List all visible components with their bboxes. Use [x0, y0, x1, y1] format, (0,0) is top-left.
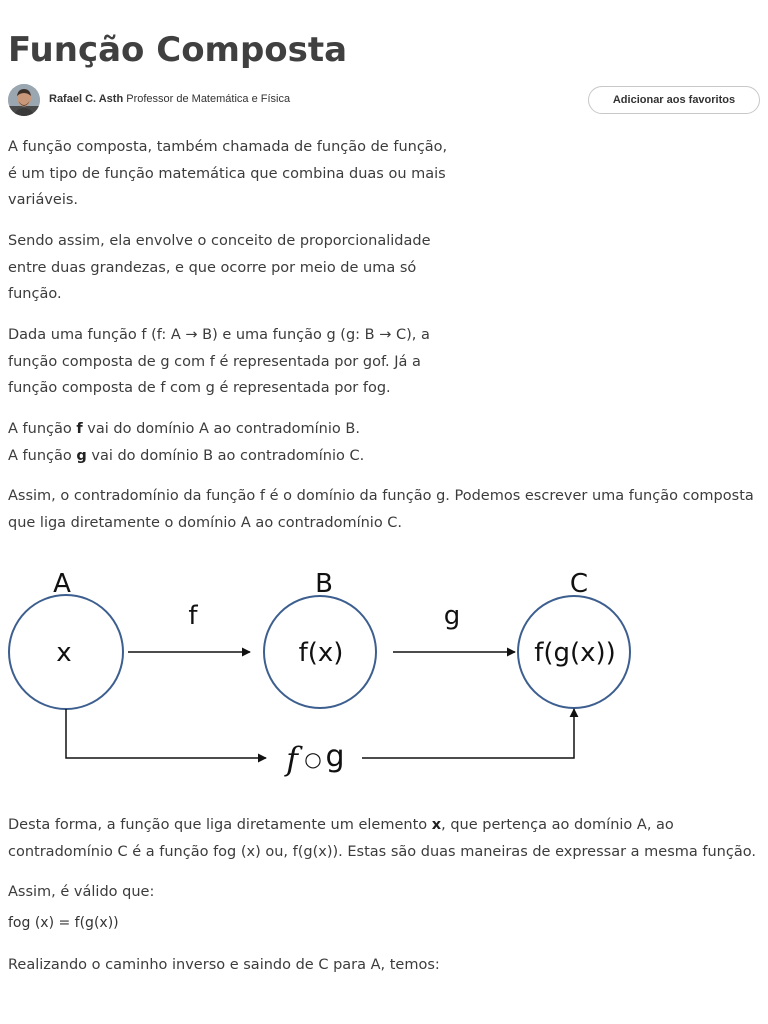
- text: A função: [8, 447, 77, 464]
- text: A função: [8, 421, 77, 437]
- composite-label-g: g: [325, 739, 345, 774]
- bold-f: f: [76, 421, 83, 437]
- paragraph-inverse: Realizando o caminho inverso e saindo de C para A, temos:: [8, 957, 440, 973]
- text: Desta forma, a função que liga diretamente um elemento: [8, 817, 432, 833]
- paragraph-definition: A função composta, também chamada de função de função, é um tipo de função matemática que combina duas ou mais variáveis.: [8, 139, 448, 208]
- line-function-f: [8, 416, 768, 443]
- page-title: Função Composta: [8, 30, 348, 70]
- paragraph-proportionality: Sendo assim, ela envolve o conceito de proporcionalidade entre duas grandezas, e que ocorre por meio de uma só função.: [8, 233, 431, 302]
- set-label-b: B: [315, 569, 333, 599]
- composite-arrow-left: [66, 709, 266, 758]
- author-role: Professor de Matemática e Física: [126, 93, 291, 105]
- author-name[interactable]: Rafael C. Asth: [49, 93, 124, 105]
- author-row: [8, 84, 760, 116]
- paragraph-codomain: Assim, o contradomínio da função f é o domínio da função g. Podemos escrever uma função composta que liga diretamente o domínio A ao contradomínio C.: [8, 488, 754, 531]
- line-function-g: [8, 443, 768, 470]
- formula-fog: fog (x) = f(g(x)): [8, 915, 119, 931]
- bold-x: x: [431, 817, 442, 833]
- arrow-g-label: g: [443, 601, 461, 631]
- paragraph-domains: [8, 416, 768, 469]
- text: vai do domínio B ao contradomínio C.: [86, 447, 365, 464]
- composite-label-f: f: [286, 740, 298, 778]
- composite-function-diagram: [0, 560, 768, 790]
- text: vai do domínio A ao contradomínio B.: [82, 421, 360, 437]
- author-info: [49, 93, 290, 105]
- bold-g: g: [76, 447, 87, 464]
- composite-operator-icon: ○: [304, 747, 322, 771]
- element-x: x: [56, 638, 72, 668]
- arrow-f-label: f: [188, 601, 198, 631]
- add-to-favorites-button[interactable]: Adicionar aos favoritos: [588, 86, 760, 114]
- paragraph-composite: [8, 812, 768, 865]
- paragraph-valid: Assim, é válido que:: [8, 884, 155, 900]
- element-fx: f(x): [298, 638, 344, 668]
- paragraph-notation: Dada uma função f (f: A → B) e uma função g (g: B → C), a função composta de g com f é representada por gof. Já a função composta de f com g é representada por fog.: [8, 327, 430, 396]
- set-label-a: A: [53, 569, 71, 599]
- set-label-c: C: [569, 569, 589, 599]
- composite-arrow-right: [362, 709, 574, 758]
- avatar[interactable]: [8, 84, 40, 116]
- element-fgx: f(g(x)): [534, 638, 616, 668]
- text: , que pertença ao domínio A, ao contradomínio C é a função fog (x) ou, f(g(x)). Estas são duas maneiras de expressar a mesma função.: [8, 817, 756, 860]
